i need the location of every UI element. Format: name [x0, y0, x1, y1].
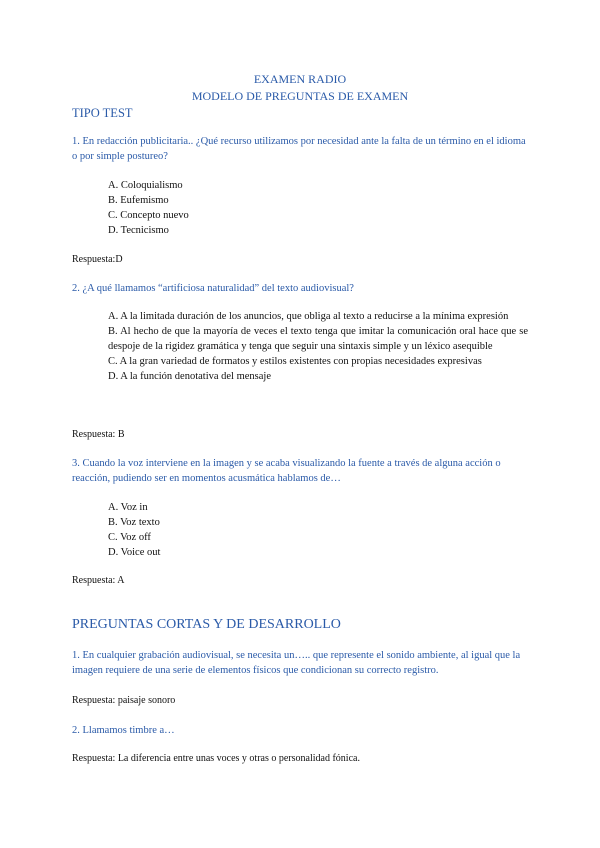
option-c: C. A la gran variedad de formatos y estilos existentes con propias necesidades expresivas: [108, 356, 482, 367]
option-a: A. A la limitada duración de los anuncios, que obliga al texto a reducirse a la mínima expresión: [108, 311, 509, 322]
short-question-1-answer: Respuesta: paisaje sonoro: [72, 695, 176, 706]
question-2-options: [108, 309, 528, 384]
option-b: B. Al hecho de que la mayoría de veces el texto tenga que imitar la comunicación oral hace que se despoje de la rigidez gramática y tenga que seguir una sintaxis simple y un léxico asequible: [108, 326, 528, 352]
option-a: A. Coloquialismo: [108, 180, 183, 191]
short-question-2-text: 2. Llamamos timbre a…: [72, 725, 175, 736]
exam-subtitle: MODELO DE PREGUNTAS DE EXAMEN: [191, 89, 409, 103]
option-b: B. Eufemismo: [108, 195, 169, 206]
question-3-options: [108, 500, 528, 560]
option-a: A. Voz in: [108, 502, 148, 513]
option-d: D. Voice out: [108, 547, 161, 558]
option-c: C. Concepto nuevo: [108, 210, 189, 221]
short-question-1-text: 1. En cualquier grabación audiovisual, se necesita un….. que represente el sonido ambiente, al igual que la imagen requiere de una serie de elementos físicos que condicionan su correcto registro.: [72, 650, 521, 676]
question-3-text: 3. Cuando la voz interviene en la imagen y se acaba visualizando la fuente a través de alguna acción o reacción, pudiendo ser en momentos acusmática hablamos de…: [72, 458, 501, 484]
option-c: C. Voz off: [108, 532, 151, 543]
question-1-text: 1. En redacción publicitaria.. ¿Qué recurso utilizamos por necesidad ante la falta de un término en el idioma o por simple postureo?: [72, 136, 526, 162]
option-b: B. Voz texto: [108, 517, 160, 528]
exam-title: EXAMEN RADIO: [253, 72, 347, 86]
question-1-options: [108, 178, 528, 238]
question-2-answer: Respuesta: B: [72, 429, 125, 440]
question-1-answer: Respuesta:D: [72, 254, 123, 265]
option-d: D. Tecnicismo: [108, 225, 169, 236]
question-2-text: 2. ¿A qué llamamos “artificiosa naturalidad” del texto audiovisual?: [72, 283, 354, 294]
section-heading-test: TIPO TEST: [72, 106, 133, 120]
short-question-2-answer: Respuesta: La diferencia entre unas voces y otras o personalidad fónica.: [72, 753, 360, 764]
question-3-answer: Respuesta: A: [72, 575, 125, 586]
option-d: D. A la función denotativa del mensaje: [108, 371, 271, 382]
section-heading-short: PREGUNTAS CORTAS Y DE DESARROLLO: [72, 617, 341, 632]
